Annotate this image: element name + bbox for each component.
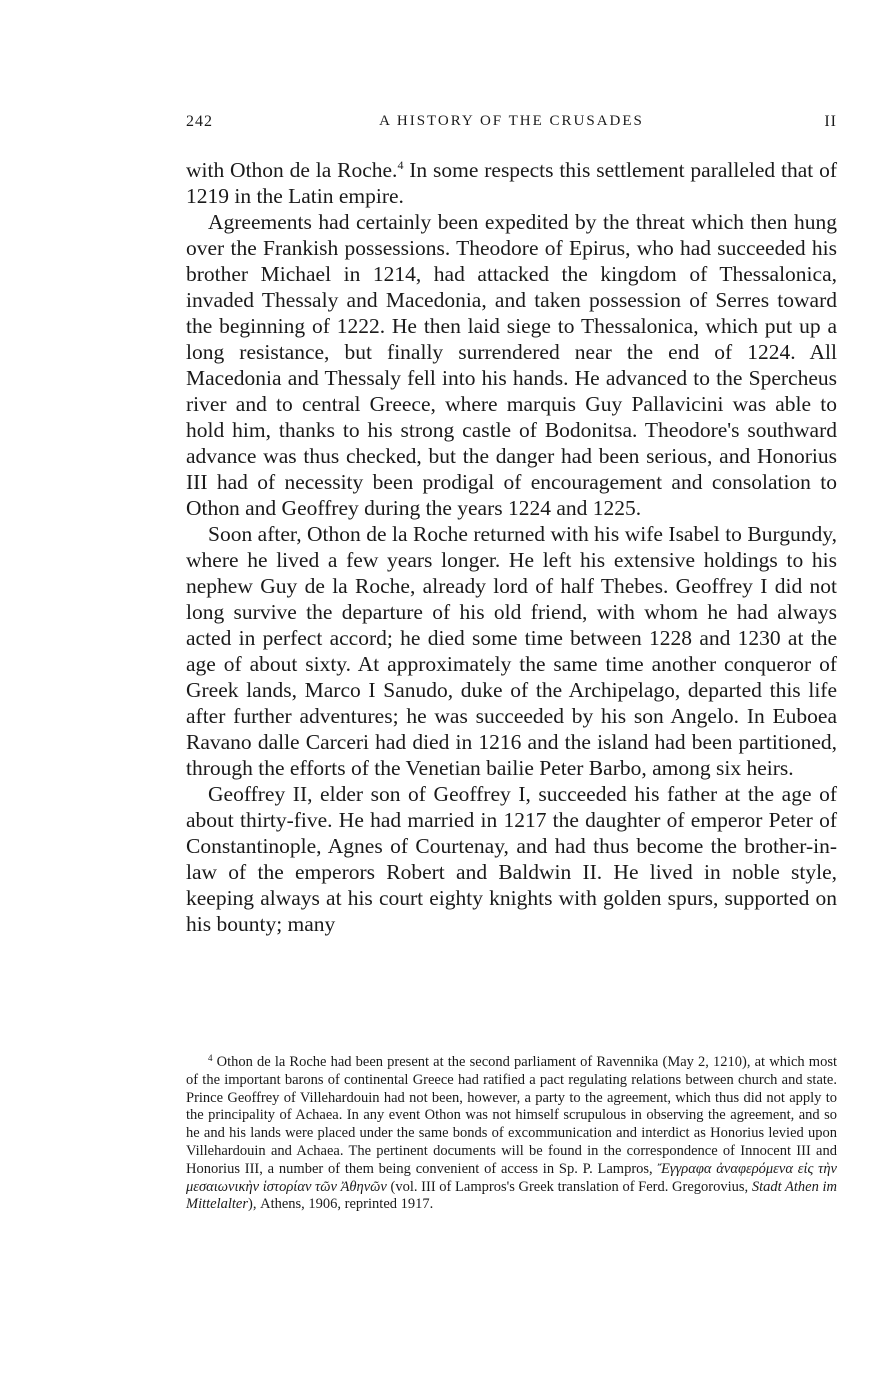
paragraph-1 <box>186 157 837 209</box>
running-header <box>186 113 837 135</box>
footnote-mark: 4 <box>208 1053 213 1063</box>
running-title: A HISTORY OF THE CRUSADES <box>379 113 644 129</box>
footnote-reference: 4 <box>397 158 404 172</box>
greek-title: Ἔγγραφα ἀναφερόμενα εἰς τὴν μεσαιωνικὴν ἱστορίαν τῶν Ἀθηνῶν <box>186 1160 837 1195</box>
volume-number: II <box>824 113 837 130</box>
book-title: Stadt Athen im Mittelalter <box>186 1178 837 1213</box>
footnote-text <box>186 1054 837 1214</box>
footnote-text-end: ), Athens, 1906, reprinted 1917. <box>248 1196 434 1213</box>
footnote-text-start: Othon de la Roche had been present at the second parliament of Ravennika (May 2, 1210), at which most of the important barons of continental Greece had ratified a pact regulating relations between church and state. Prince Geoffrey of Villehardouin had not been, however, a party to the agreement, which thus did not apply to the principality of Achaea. In any event Othon was not himself scrupulous in observing the agreement, and so he and his lands were placed under the same bonds of excommunication and interdict as Honorius levied upon Villehardouin and Achaea. The pertinent documents will be found in the correspondence of Innocent III and Honorius III, a number of them being convenient of access in Sp. P. Lampros, <box>186 1054 837 1177</box>
paragraph-4: Geoffrey II, elder son of Geoffrey I, succeeded his father at the age of about thirty-five. He had married in 1217 the daughter of emperor Peter of Constantinople, Agnes of Courtenay, and had thus become the brother-in-law of the emperors Robert and Baldwin II. He lived in noble style, keeping always at his court eighty knights with golden spurs, supported on his bounty; many <box>186 782 837 936</box>
paragraph-3: Soon after, Othon de la Roche returned with his wife Isabel to Burgundy, where he lived a few years longer. He left his extensive holdings to his nephew Guy de la Roche, already lord of half Thebes. Geoffrey I did not long survive the departure of his old friend, with whom he had always acted in perfect accord; he died some time between 1228 and 1230 at the age of about sixty. At approximately the same time another conqueror of Greek lands, Marco I Sanudo, duke of the Archipelago, departed this life after further adventures; he was succeeded by his son Angelo. In Euboea Ravano dalle Carceri had died in 1216 and the island had been partitioned, through the efforts of the Venetian bailie Peter Barbo, among six heirs. <box>186 522 837 780</box>
paragraph-1-start: with Othon de la Roche. <box>186 158 398 182</box>
paragraph-1-end: In some respects this settlement paralleled that of 1219 in the Latin empire. <box>186 158 837 208</box>
main-text <box>186 157 837 937</box>
paragraph-2: Agreements had certainly been expedited by the threat which then hung over the Frankish possessions. Theodore of Epirus, who had succeeded his brother Michael in 1214, had attacked the kingdom of Thessalonica, invaded Thessaly and Macedonia, and taken possession of Serres toward the beginning of 1222. He then laid siege to Thessalonica, which put up a long resistance, but finally surrendered near the end of 1224. All Macedonia and Thessaly fell into his hands. He advanced to the Spercheus river and to central Greece, where marquis Guy Pallavicini was able to hold him, thanks to his strong castle of Bodonitsa. Theodore's southward advance was thus checked, but the danger had been serious, and Honorius III had of necessity been prodigal of encouragement and consolation to Othon and Geoffrey during the years 1224 and 1225. <box>186 210 837 520</box>
footnote-text-middle: (vol. III of Lampros's Greek translation of Ferd. Gregorovius, <box>386 1178 752 1195</box>
footnote-4 <box>186 1054 837 1214</box>
page-number: 242 <box>186 113 213 130</box>
